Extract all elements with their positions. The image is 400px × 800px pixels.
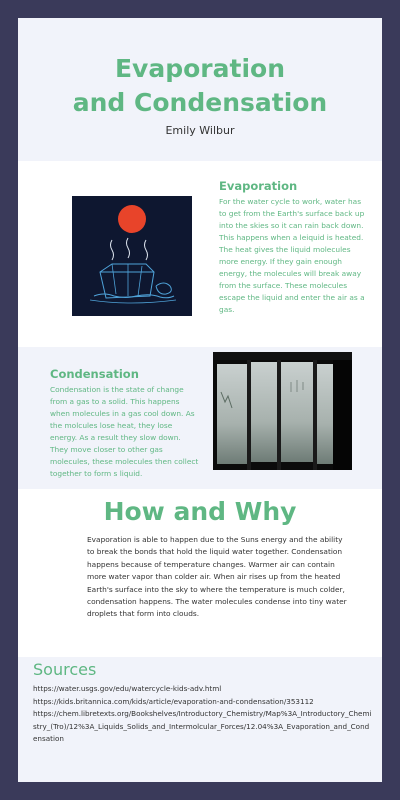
- condensation-body: Condensation is the state of change from a gas to a solid. This happens when molecules in a gas cool down. As the molcules lose heat, they lose energy. As a result they slow down. They move closer to other gas molecules, these molecules then collect together to form s liquid.: [50, 385, 199, 478]
- page-title: [18, 52, 382, 120]
- sources-heading: Sources: [33, 660, 97, 679]
- melting-ice-sun-icon: [72, 196, 192, 316]
- foggy-window-icon: [213, 352, 352, 470]
- how-and-why-heading: How and Why: [103, 497, 297, 526]
- condensation-section: [18, 347, 382, 489]
- condensation-text-block: [50, 367, 200, 480]
- author-name: Emily Wilbur: [165, 124, 235, 137]
- title-line-2: and Condensation: [72, 88, 328, 117]
- how-and-why-section: [18, 489, 382, 657]
- title-line-1: Evaporation: [114, 54, 285, 83]
- condensation-photo: [213, 352, 352, 470]
- evaporation-section: [18, 161, 382, 347]
- evaporation-heading: Evaporation: [219, 179, 298, 193]
- condensation-heading: Condensation: [50, 367, 139, 381]
- sources-section: [18, 657, 382, 782]
- how-and-why-body: Evaporation is able to happen due to the Suns energy and the ability to break the bonds that hold the liquid water together. Condensation happens because of temperature changes. Warmer air can contain more water vapor than colder air. When air rises up from the heated Earth's surface into the sky to where the temperature is much colder, condensation happens. The water molecules condense into tiny water droplets that form into clouds.: [87, 535, 347, 619]
- source-link[interactable]: https://water.usgs.gov/edu/watercycle-kids-adv.html: [33, 684, 222, 693]
- source-link[interactable]: https://chem.libretexts.org/Bookshelves/Introductory_Chemistry/Map%3A_Introductory_Chemistry_(Tro)/12%3A_Liquids_Solids_and_Intermolcular_Forces/12.04%3A_Evaporation_and_Condensation: [33, 709, 372, 743]
- header-section: [18, 18, 382, 161]
- evaporation-text-block: [219, 179, 369, 316]
- infographic-page: [18, 18, 382, 782]
- source-link[interactable]: https://kids.britannica.com/kids/article/evaporation-and-condensation/353112: [33, 696, 314, 706]
- evaporation-illustration: [72, 196, 192, 316]
- sources-list: [33, 683, 373, 746]
- evaporation-body: For the water cycle to work, water has to get from the Earth's surface back up into the skies so it can rain back down. This happens when a leiquid is heated. The heat gives the liquid molecules more energy. If they gain enough energy, the molecules will break away from the surface. These molecules escape the liquid and enter the air as a gas.: [219, 197, 365, 314]
